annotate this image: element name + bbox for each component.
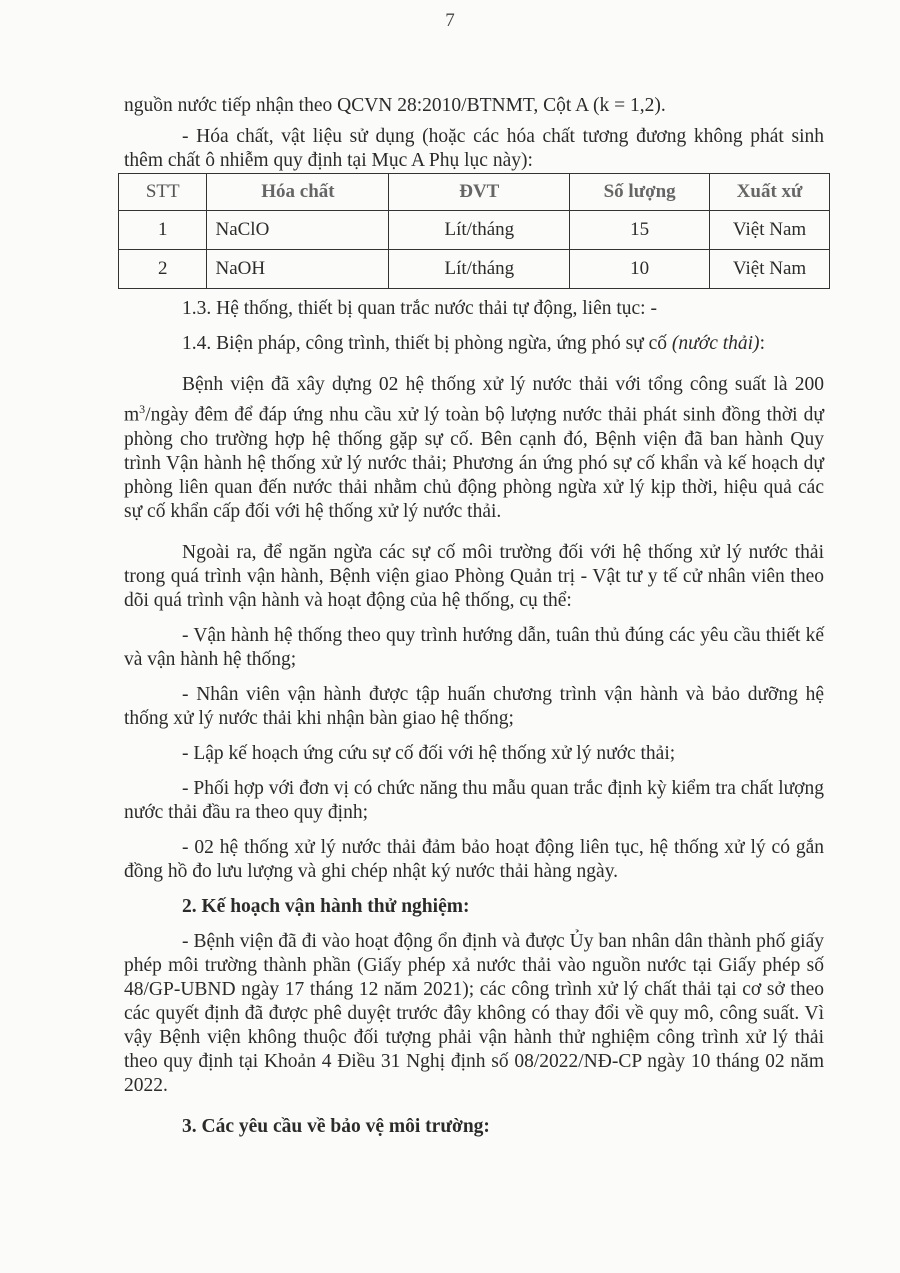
table-row [119, 211, 830, 250]
list-item: - Phối hợp với đơn vị có chức năng thu mẫu quan trắc định kỳ kiểm tra chất lượng nước thải đầu ra theo quy định; [124, 777, 824, 823]
cell-chemical: NaOH [207, 250, 389, 289]
heading-environmental-requirements: 3. Các yêu cầu về bảo vệ môi trường: [182, 1115, 490, 1137]
cell-origin: Việt Nam [710, 211, 830, 250]
document-body [124, 94, 824, 1139]
capacity-text-end: /ngày đêm để đáp ứng nhu cầu xử lý toàn bộ lượng nước thải phát sinh đồng thời dự phòng cho trường hợp hệ thống gặp sự cố. Bên cạnh đó, Bệnh viện đã ban hành Quy trình Vận hành hệ thống xử lý nước thải; Phương án ứng phó sự cố khẩn và kế hoạch dự phòng liên quan đến nước thải nhằm chủ động phòng ngừa xử lý kịp thời, hiệu quả các sự cố khẩn cấp đối với hệ thống xử lý nước thải. [124, 404, 824, 522]
header-origin: Xuất xứ [710, 174, 830, 211]
paragraph-prevention: Ngoài ra, để ngăn ngừa các sự cố môi trường đối với hệ thống xử lý nước thải trong quá trình vận hành, Bệnh viện giao Phòng Quản trị - Vật tư y tế cử nhân viên theo dõi quá trình vận hành và hoạt động của hệ thống, cụ thể: [124, 541, 824, 611]
cell-origin: Việt Nam [710, 250, 830, 289]
cell-stt: 2 [119, 250, 207, 289]
table-row [119, 250, 830, 289]
list-item: - Lập kế hoạch ứng cứu sự cố đối với hệ thống xử lý nước thải; [182, 742, 676, 764]
cell-stt: 1 [119, 211, 207, 250]
cell-unit: Lít/tháng [389, 211, 570, 250]
section-1-4-suffix: : [759, 333, 765, 354]
section-1-4 [124, 332, 824, 356]
section-1-3: 1.3. Hệ thống, thiết bị quan trắc nước thải tự động, liên tục: - [182, 298, 657, 319]
paragraph-chemicals-intro: - Hóa chất, vật liệu sử dụng (hoặc các hóa chất tương đương không phát sinh thêm chất ô nhiễm quy định tại Mục A Phụ lục này): [124, 126, 824, 171]
heading-trial-operation: 2. Kế hoạch vận hành thử nghiệm: [182, 895, 470, 917]
header-stt: STT [119, 174, 207, 211]
list-item: - 02 hệ thống xử lý nước thải đảm bảo hoạt động liên tục, hệ thống xử lý có gắn đồng hồ đo lưu lượng và ghi chép nhật ký nước thải hàng ngày. [124, 836, 824, 882]
paragraph-trial-operation: - Bệnh viện đã đi vào hoạt động ổn định và được Ủy ban nhân dân thành phố giấy phép môi trường thành phần (Giấy phép xả nước thải vào nguồn nước tại Giấy phép số 48/GP-UBND ngày 17 tháng 12 năm 2021); các công trình xử lý chất thải tại cơ sở theo các quyết định đã được phê duyệt trước đây không có thay đổi về quy mô, công suất. Vì vậy Bệnh viện không thuộc đối tượng phải vận hành thử nghiệm công trình xử lý thải theo quy định tại Khoản 4 Điều 31 Nghị định số 08/2022/NĐ-CP ngày 10 tháng 02 năm 2022. [124, 930, 824, 1096]
chemicals-table [118, 173, 830, 289]
header-unit: ĐVT [389, 174, 570, 211]
table-header-row [119, 174, 830, 211]
cell-chemical: NaClO [207, 211, 389, 250]
header-quantity: Số lượng [570, 174, 710, 211]
header-chemical: Hóa chất [207, 174, 389, 211]
paragraph-receiving-water: nguồn nước tiếp nhận theo QCVN 28:2010/BTNMT, Cột A (k = 1,2). [124, 95, 666, 116]
list-item: - Nhân viên vận hành được tập huấn chương trình vận hành và bảo dưỡng hệ thống xử lý nước thải khi nhận bàn giao hệ thống; [124, 683, 824, 729]
cell-quantity: 15 [570, 211, 710, 250]
list-item: - Vận hành hệ thống theo quy trình hướng dẫn, tuân thủ đúng các yêu cầu thiết kế và vận hành hệ thống; [124, 624, 824, 670]
paragraph-capacity [124, 373, 824, 524]
page-number: 7 [445, 10, 455, 31]
section-1-4-text: 1.4. Biện pháp, công trình, thiết bị phòng ngừa, ứng phó sự cố [182, 333, 672, 354]
capacity-text-start: Bệnh viện đã xây dựng 02 hệ thống xử lý nước thải với tổng công suất là 200 m [124, 374, 824, 426]
cell-quantity: 10 [570, 250, 710, 289]
cell-unit: Lít/tháng [389, 250, 570, 289]
superscript-3: 3 [139, 402, 146, 416]
section-1-4-italic: (nước thải) [671, 333, 760, 354]
